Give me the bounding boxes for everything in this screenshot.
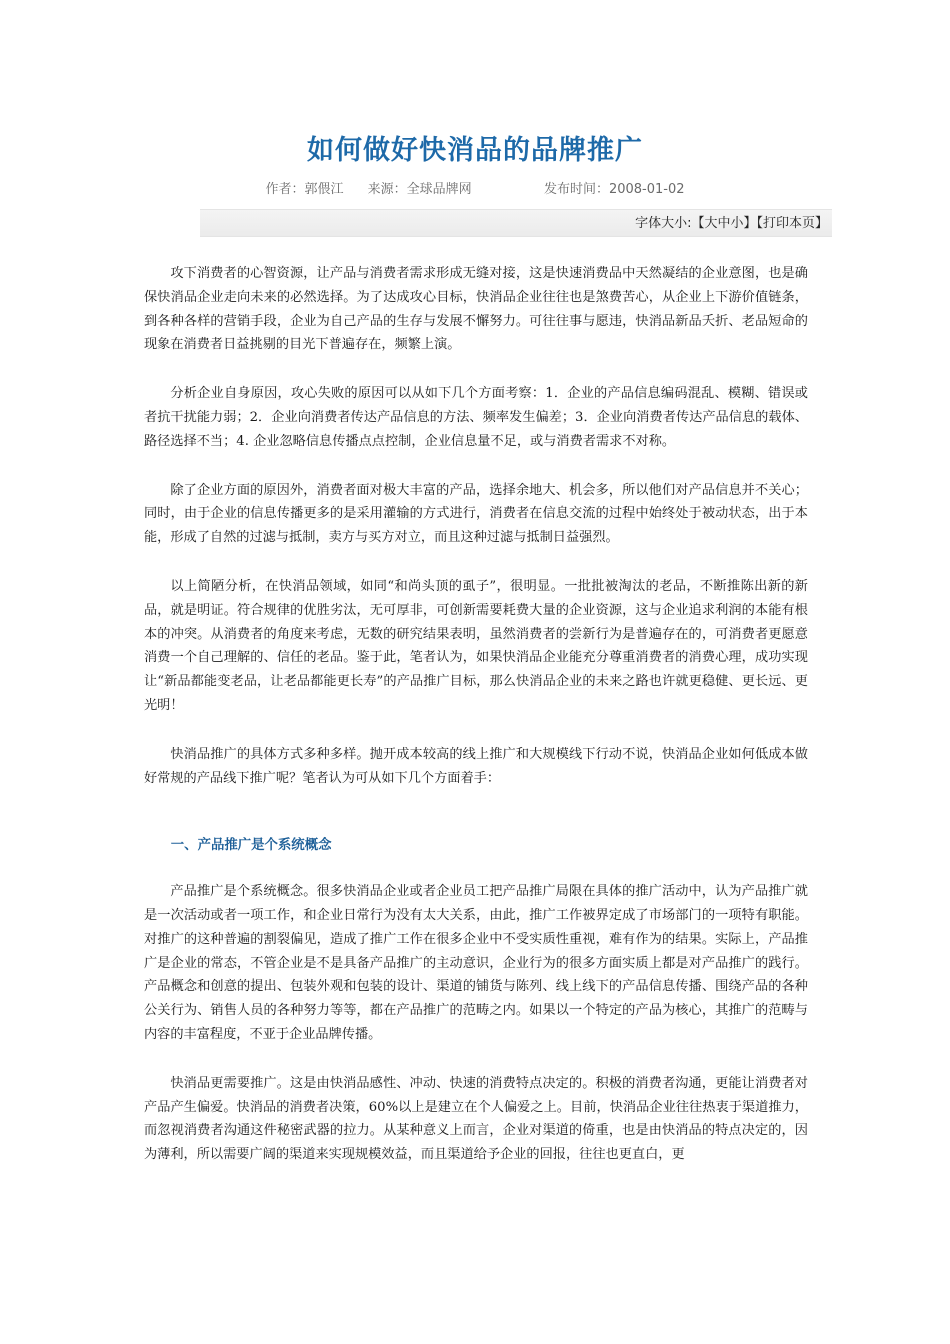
print-page-link[interactable]: 【打印本页】 (756, 216, 828, 231)
font-size-links[interactable]: 【大中小】 (691, 216, 757, 231)
paragraph: 快消品更需要推广。这是由快消品感性、冲动、快速的消费特点决定的。积极的消费者沟通，更能让消费者对产品产生偏爱。快消品的消费者决策，60%以上是建立在个人偏爱之上。目前，快消品企业往往热衷于渠道推力，而忽视消费者沟通这件秘密武器的拉力。从某种意义上而言，企业对渠道的倚重，也是由快消品的特点决定的，因为薄利，所以需要广阔的渠道来实现规模效益，而且渠道给予企业的回报，往往也更直白，更 (144, 1075, 808, 1163)
article-title: 如何做好快消品的品牌推广 (307, 135, 643, 166)
article-body (144, 262, 808, 1192)
meta-date: 发布时间：2008-01-02 (543, 182, 685, 197)
paragraph: 攻下消费者的心智资源，让产品与消费者需求形成无缝对接，这是快速消费品中天然凝结的企业意图，也是确保快消品企业走向未来的必然选择。为了达成攻心目标，快消品企业往往也是煞费苦心，从企业上下游价值链条，到各种各样的营销手段，企业为自己产品的生存与发展不懈努力。可往往事与愿违，快消品新品夭折、老品短命的现象在消费者日益挑剔的目光下普遍存在，频繁上演。 (144, 266, 808, 353)
article-meta (0, 178, 950, 197)
paragraph: 分析企业自身原因，攻心失败的原因可以从如下几个方面考察：1．企业的产品信息编码混乱、模糊、错误或者抗干扰能力弱；2．企业向消费者传达产品信息的方法、频率发生偏差；3．企业向消费者传达产品信息的载体、路径选择不当；4. 企业忽略信息传播点点控制，企业信息量不足，或与消费者需求不对称。 (144, 386, 808, 449)
paragraph: 快消品推广的具体方式多种多样。抛开成本较高的线上推广和大规模线下行动不说，快消品企业如何低成本做好常规的产品线下推广呢？笔者认为可从如下几个方面着手： (144, 746, 808, 786)
paragraph: 除了企业方面的原因外，消费者面对极大丰富的产品，选择余地大、机会多，所以他们对产品信息并不关心；同时，由于企业的信息传播更多的是采用灌输的方式进行，消费者在信息交流的过程中始终处于被动状态，出于本能，形成了自然的过滤与抵制，卖方与买方对立，而且这种过滤与抵制日益强烈。 (144, 482, 808, 546)
meta-source: 来源：全球品牌网 (367, 182, 472, 197)
article-toolbar (200, 209, 832, 237)
section-heading: 一、产品推广是个系统概念 (170, 838, 332, 854)
font-size-label: 字体大小: (635, 216, 692, 231)
meta-author: 作者：郭偎江 (265, 182, 344, 197)
paragraph: 产品推广是个系统概念。很多快消品企业或者企业员工把产品推广局限在具体的推广活动中，认为产品推广就是一次活动或者一项工作，和企业日常行为没有太大关系，由此，推广工作被界定成了市场部门的一项特有职能。对推广的这种普遍的割裂偏见，造成了推广工作在很多企业中不受实质性重视，难有作为的结果。实际上，产品推广是企业的常态，不管企业是不是具备产品推广的主动意识，企业行为的很多方面实质上都是对产品推广的践行。产品概念和创意的提出、包装外观和包装的设计、渠道的铺货与陈列、线上线下的产品信息传播、围绕产品的各种公关行为、销售人员的各种努力等等，都在产品推广的范畴之内。如果以一个特定的产品为核心，其推广的范畴与内容的丰富程度，不亚于企业品牌传播。 (144, 884, 808, 1042)
paragraph: 以上简陋分析，在快消品领域，如同“和尚头顶的虱子”，很明显。一批批被淘汰的老品，不断推陈出新的新品，就是明证。符合规律的优胜劣汰，无可厚非，可创新需要耗费大量的企业资源，这与企业追求利润的本能有根本的冲突。从消费者的角度来考虑，无数的研究结果表明，虽然消费者的尝新行为是普遍存在的，可消费者更愿意消费一个自己理解的、信任的老品。鉴于此，笔者认为，如果快消品企业能充分尊重消费者的消费心理，成功实现让“新品都能变老品，让老品都能更长寿”的产品推广目标，那么快消品企业的未来之路也许就更稳健、更长远、更光明！ (144, 578, 808, 713)
